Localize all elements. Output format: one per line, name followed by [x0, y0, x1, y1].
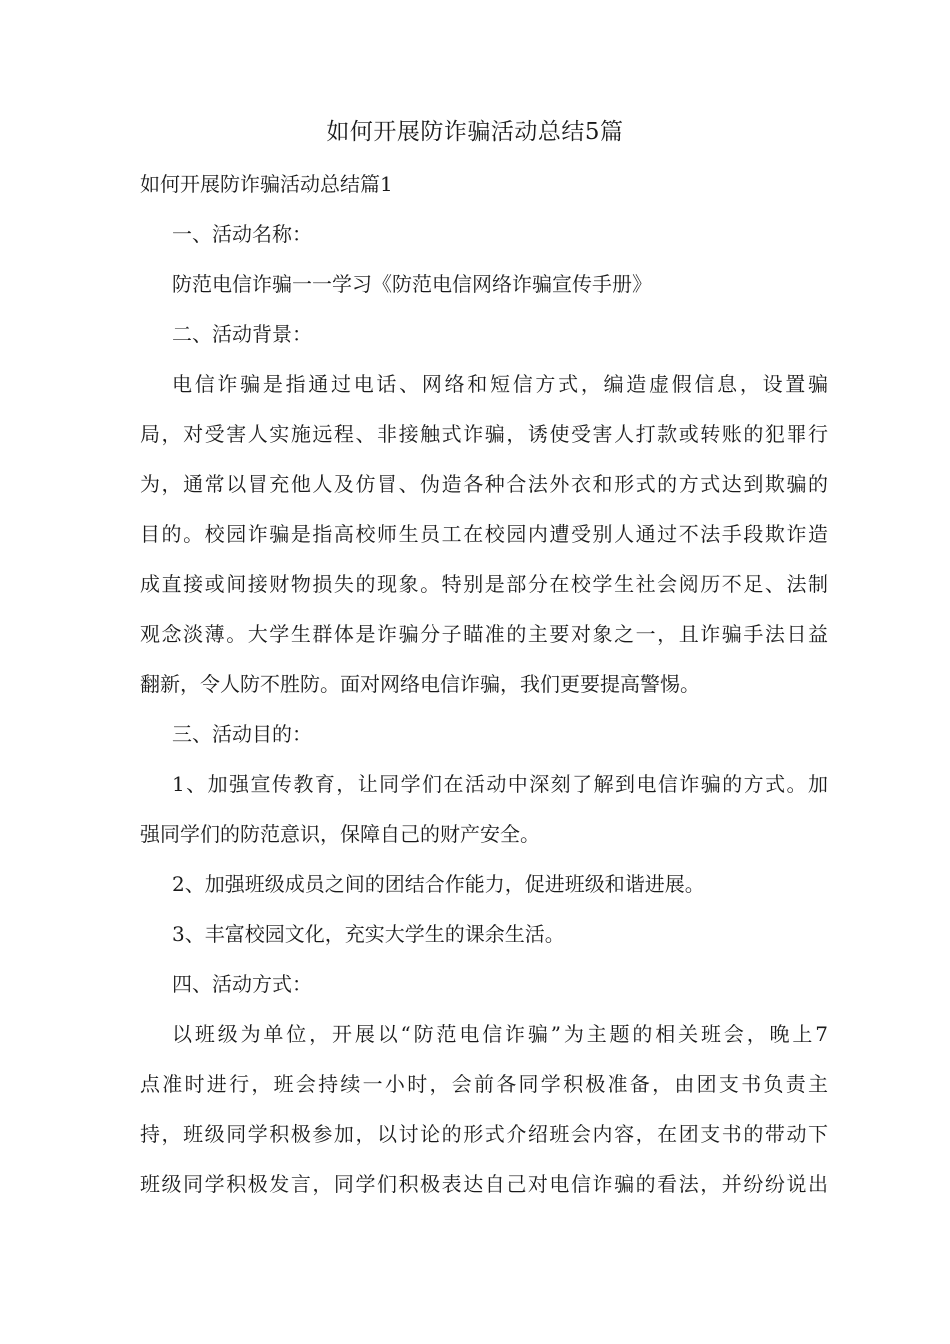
- paragraph-line: 防范电信诈骗一一学习《防范电信网络诈骗宣传手册》: [172, 272, 652, 296]
- heading-activity-background: 二、活动背景：: [172, 322, 312, 346]
- section-subtitle: 如何开展防诈骗活动总结篇1: [140, 172, 393, 196]
- paragraph-line: 点准时进行，班会持续一小时，会前各同学积极准备，由团支书负责主: [140, 1072, 828, 1096]
- paragraph-line: 班级同学积极发言，同学们积极表达自己对电信诈骗的看法，并纷纷说出: [140, 1172, 828, 1196]
- paragraph-line: 成直接或间接财物损失的现象。特别是部分在校学生社会阅历不足、法制: [140, 572, 828, 596]
- paragraph-line: 电信诈骗是指通过电话、网络和短信方式，编造虚假信息，设置骗: [172, 372, 828, 396]
- paragraph-line: 强同学们的防范意识，保障自己的财产安全。: [140, 822, 540, 846]
- paragraph-line: 1、加强宣传教育，让同学们在活动中深刻了解到电信诈骗的方式。加: [172, 772, 828, 796]
- paragraph-line: 翻新，令人防不胜防。面对网络电信诈骗，我们更要提高警惕。: [140, 672, 700, 696]
- paragraph-line: 观念淡薄。大学生群体是诈骗分子瞄准的主要对象之一，且诈骗手法日益: [140, 622, 828, 646]
- paragraph-line: 为，通常以冒充他人及仿冒、伪造各种合法外衣和形式的方式达到欺骗的: [140, 472, 828, 496]
- document-title: 如何开展防诈骗活动总结5篇: [326, 119, 624, 145]
- paragraph-line: 以班级为单位，开展以“防范电信诈骗”为主题的相关班会，晚上7: [172, 1022, 828, 1046]
- paragraph-line: 持，班级同学积极参加，以讨论的形式介绍班会内容，在团支书的带动下: [140, 1122, 828, 1146]
- heading-activity-purpose: 三、活动目的：: [172, 722, 312, 746]
- paragraph-line: 局，对受害人实施远程、非接触式诈骗，诱使受害人打款或转账的犯罪行: [140, 422, 828, 446]
- paragraph-line: 3、丰富校园文化，充实大学生的课余生活。: [172, 922, 565, 946]
- heading-activity-name: 一、活动名称：: [172, 222, 312, 246]
- paragraph-line: 目的。校园诈骗是指高校师生员工在校园内遭受别人通过不法手段欺诈造: [140, 522, 828, 546]
- paragraph-line: 2、加强班级成员之间的团结合作能力，促进班级和谐进展。: [172, 872, 705, 896]
- heading-activity-method: 四、活动方式：: [172, 972, 312, 996]
